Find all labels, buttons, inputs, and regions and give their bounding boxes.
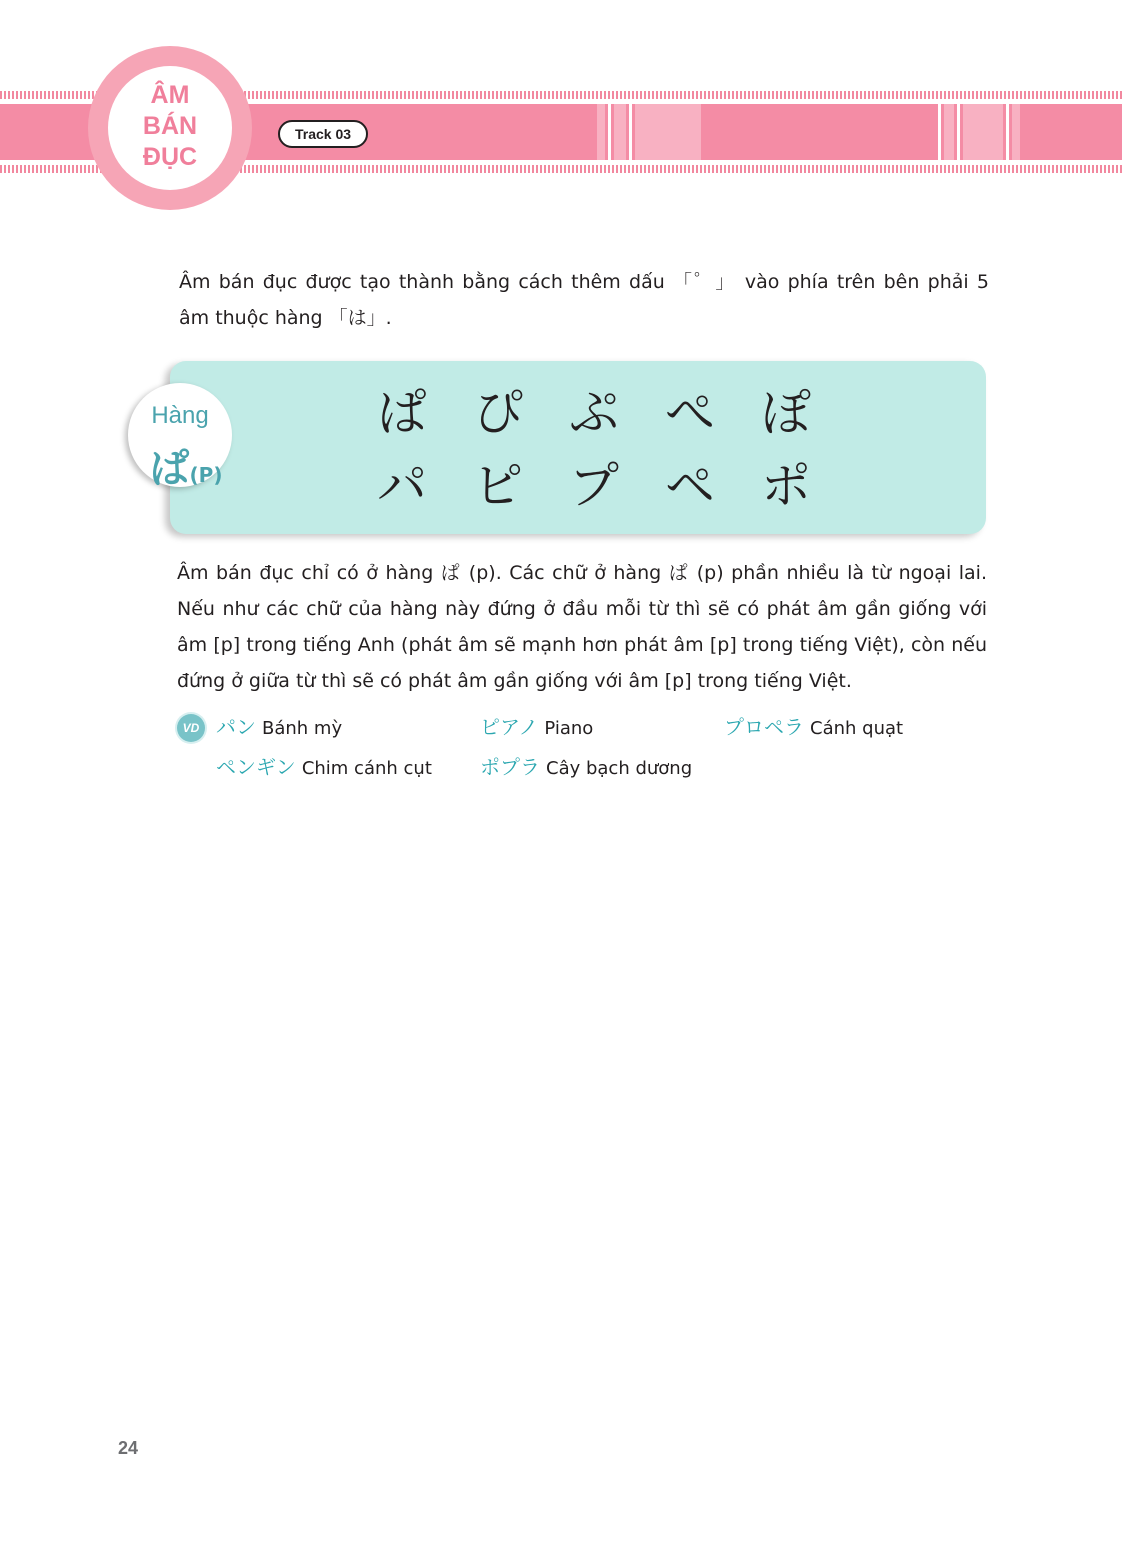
- explanation-line: đứng ở giữa từ thì sẽ có phát âm gần giống với âm [p] trong tiếng Việt.: [177, 670, 852, 692]
- example-meaning: Piano: [544, 718, 594, 739]
- katakana-row: [374, 456, 814, 516]
- hiragana-char: ぺ: [665, 384, 715, 442]
- intro-line: Âm bán đục được tạo thành bằng cách thêm dấu 「゜」 vào phía trên bên phải 5: [179, 271, 989, 293]
- example-japanese: プロペラ: [724, 715, 804, 739]
- section-title-line: ÂM: [150, 81, 190, 109]
- explanation-paragraph: [177, 555, 987, 699]
- example-icon: VD: [177, 714, 205, 742]
- row-kana: ぱ: [149, 446, 190, 492]
- katakana-char: パ: [377, 457, 427, 515]
- section-title: [108, 80, 232, 173]
- example-item: [216, 753, 432, 783]
- example-meaning: Bánh mỳ: [262, 718, 343, 739]
- example-japanese: ペンギン: [216, 755, 296, 779]
- katakana-char: ピ: [473, 457, 523, 515]
- katakana-char: ペ: [665, 457, 715, 515]
- row-kana-label: [138, 437, 234, 494]
- page-number: 24: [118, 1438, 139, 1458]
- example-item: [216, 713, 342, 743]
- example-item: [480, 753, 692, 783]
- hiragana-row: [374, 383, 814, 443]
- hiragana-char: ぱ: [377, 384, 427, 442]
- example-meaning: Chim cánh cụt: [301, 758, 432, 779]
- row-romaji: (P): [189, 463, 223, 487]
- explanation-line: Nếu như các chữ của hàng này đứng ở đầu mỗi từ thì sẽ có phát âm gần giống với: [177, 598, 987, 620]
- track-badge[interactable]: Track 03: [278, 120, 368, 148]
- example-meaning: Cánh quạt: [810, 718, 904, 739]
- explanation-line: Âm bán đục chỉ có ở hàng ぱ (p). Các chữ ở hàng ぱ (p) phần nhiều là từ ngoại lai.: [177, 562, 987, 584]
- example-japanese: パン: [216, 715, 256, 739]
- hiragana-char: ぴ: [473, 384, 523, 442]
- katakana-char: プ: [569, 457, 619, 515]
- hiragana-char: ぷ: [569, 384, 619, 442]
- section-title-line: ĐỤC: [142, 143, 198, 171]
- row-label: Hàng: [151, 402, 209, 429]
- example-japanese: ピアノ: [480, 715, 539, 739]
- example-meaning: Cây bạch dương: [546, 758, 693, 779]
- section-title-line: BÁN: [142, 112, 198, 140]
- hiragana-char: ぽ: [761, 384, 811, 442]
- intro-line: âm thuộc hàng 「は」.: [179, 307, 392, 329]
- example-item: [724, 713, 903, 743]
- example-japanese: ポプラ: [480, 755, 540, 779]
- example-item: [480, 713, 593, 743]
- katakana-char: ポ: [761, 457, 811, 515]
- intro-paragraph: [179, 264, 989, 336]
- explanation-line: âm [p] trong tiếng Anh (phát âm sẽ mạnh hơn phát âm [p] trong tiếng Việt), còn nếu: [177, 634, 987, 656]
